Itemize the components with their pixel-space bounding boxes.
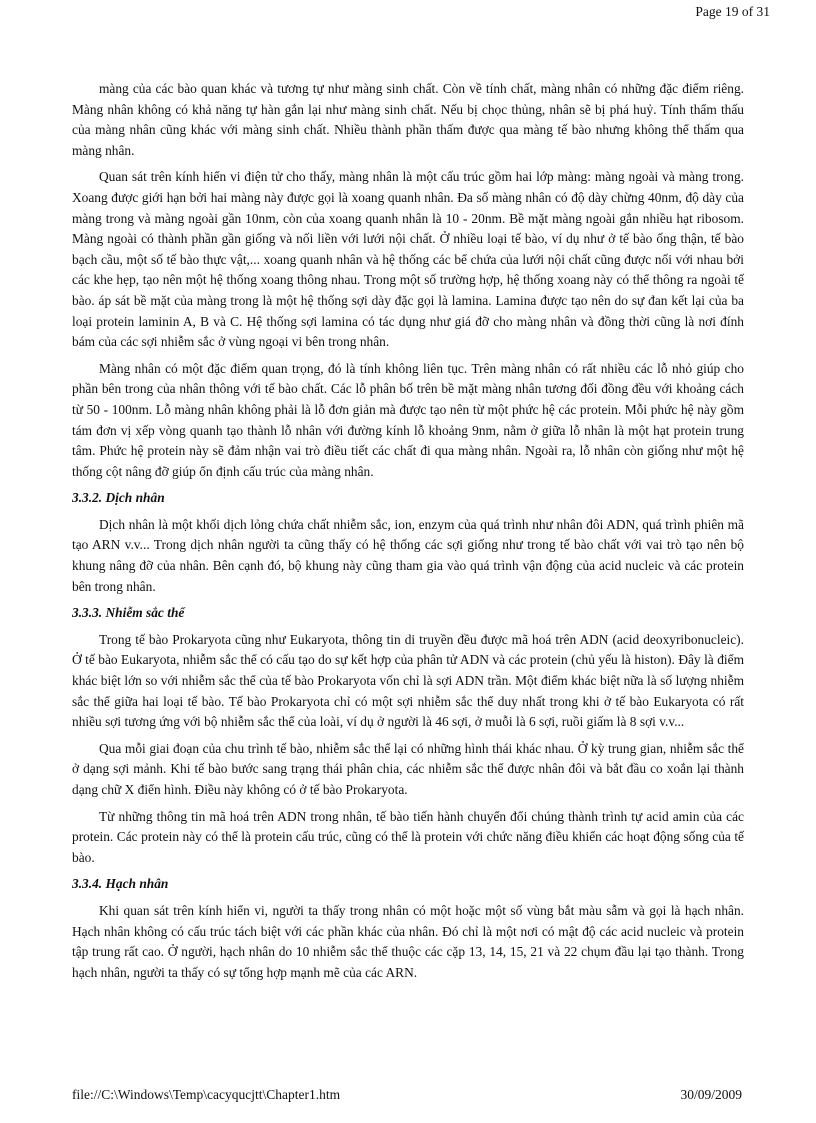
paragraph: Qua mỗi giai đoạn của chu trình tế bào, nhiễm sắc thể lại có những hình thái khác nhau. Ở kỳ trung gian, nhiễm sắc thể ở dạng sợi mảnh. Khi tế bào bước sang trạng thái phân chia, các nhiễm sắc thể được nhân đôi và bắt đầu co xoắn lại thành dạng chữ X điển hình. Điều này không có ở tế bào Prokaryota.	[72, 740, 744, 797]
paragraph: Màng nhân có một đặc điểm quan trọng, đó là tính không liên tục. Trên màng nhân có rất nhiều các lỗ nhỏ giúp cho phần bên trong của nhân thông với tế bào chất. Các lỗ phân bố trên bề mặt màng nhân tương đối đồng đều với khoảng cách từ 50 - 100nm. Lỗ màng nhân không phải là lỗ đơn giản mà được tạo nên từ một phức hệ các protein. Mỗi phức hệ này gồm tám đơn vị xếp vòng quanh tạo thành lỗ nhân với đường kính lỗ khoảng 9nm, nằm ở giữa lỗ nhân là một hạt protein trung tâm. Phức hệ protein này sẽ đảm nhận vai trò điều tiết các chất đi qua màng nhân. Ngoài ra, lỗ nhân còn giống như một hệ thống cột nâng đỡ giúp ổn định cấu trúc của màng nhân.	[72, 360, 744, 479]
section-heading: 3.3.2. Dịch nhân	[72, 490, 165, 506]
section-heading: 3.3.3. Nhiễm sắc thể	[72, 605, 185, 621]
page-number: Page 19 of 31	[695, 4, 770, 19]
document-body	[72, 79, 744, 989]
paragraph: Quan sát trên kính hiển vi điện tử cho thấy, màng nhân là một cấu trúc gồm hai lớp màng: màng ngoài và màng trong. Xoang được giới hạn bởi hai màng này được gọi là xoang quanh nhân. Đa số màng nhân có độ dày chừng 40nm, độ dày của màng trong và màng ngoài gần 10nm, còn của xoang quanh nhân là 10 - 20nm. Bề mặt màng ngoài gắn nhiều hạt ribosom. Màng ngoài có thành phần gần giống và nối liền với lưới nội chất. Ở nhiều loại tế bào, ví dụ như ở tế bào ống thận, tế bào bạch cầu, một số tế bào thực vật,... xoang quanh nhân và hệ thống các bể chứa của lưới nội chất cũng được nối với nhau bởi các khe hẹp, tạo nên một hệ thống xoang thông nhau. Trong một số trường hợp, hệ thống xoang này có thể thông ra ngoài tế bào. áp sát bề mặt của màng trong là một hệ thống sợi dày đặc gọi là lamina. Lamina được tạo nên do sự đan kết lại của ba loại protein laminin A, B và C. Hệ thống sợi lamina có tác dụng như giá đỡ cho màng nhân và đồng thời cũng là nơi đính bám của các sợi nhiễm sắc ở vùng ngoại vi bên trong nhân.	[72, 169, 744, 350]
footer-file-path: file://C:\Windows\Temp\cacyqucjtt\Chapter1.htm	[72, 1087, 341, 1102]
paragraph: Trong tế bào Prokaryota cũng như Eukaryota, thông tin di truyền đều được mã hoá trên ADN (acid deoxyribonucleic). Ở tế bào Eukaryota, nhiễm sắc thể có cấu tạo do sự kết hợp của phân tử ADN và các protein (chủ yếu là histon). Đây là điểm khác biệt lớn so với nhiễm sắc thể của tế bào Prokaryota vốn chỉ là sợi ADN trần. Một điểm khác biệt nữa là số lượng nhiễm sắc thể giữa hai loại tế bào. Tế bào Prokaryota chỉ có một sợi nhiễm sắc thể duy nhất trong khi ở tế bào Eukaryota có rất nhiều sợi tương ứng với bộ nhiễm sắc thể của loài, ví dụ ở người là 46 sợi, ở muỗi là 6 sợi, ruồi giấm là 8 sợi v.v...	[72, 631, 744, 730]
footer-date: 30/09/2009	[680, 1087, 742, 1102]
section-heading: 3.3.4. Hạch nhân	[72, 876, 169, 892]
paragraph: Dịch nhân là một khối dịch lỏng chứa chất nhiễm sắc, ion, enzym của quá trình như nhân đôi ADN, quá trình phiên mã tạo ARN v.v... Trong dịch nhân người ta cũng thấy có hệ thống các sợi giống như trong tế bào chất với vai trò tạo nên bộ khung nâng đỡ của nhân. Bên cạnh đó, bộ khung này cũng tham gia vào quá trình vận động của acid nucleic và các protein bên trong nhân.	[72, 516, 744, 594]
paragraph: Khi quan sát trên kính hiển vi, người ta thấy trong nhân có một hoặc một số vùng bắt màu sẫm và gọi là hạch nhân. Hạch nhân không có cấu trúc tách biệt với các phần khác của nhân. Đó chỉ là một nơi có mật độ các acid nucleic và protein tập trung rất cao. Ở người, hạch nhân do 10 nhiễm sắc thể thuộc các cặp 13, 14, 15, 21 và 22 chụm đầu lại tạo thành. Trong hạch nhân, người ta thấy có sự tổng hợp mạnh mẽ của các ARN.	[72, 902, 744, 980]
paragraph: Từ những thông tin mã hoá trên ADN trong nhân, tế bào tiến hành chuyển đổi chúng thành trình tự acid amin của các protein. Các protein này có thể là protein cấu trúc, cũng có thể là protein với chức năng điều khiển các hoạt động sống của tế bào.	[72, 808, 744, 865]
paragraph: màng của các bào quan khác và tương tự như màng sinh chất. Còn về tính chất, màng nhân có những đặc điểm riêng. Màng nhân không có khả năng tự hàn gắn lại như màng sinh chất. Nếu bị chọc thủng, nhân sẽ bị phá huỷ. Tính thẩm thấu của màng nhân cũng khác với màng sinh chất. Nhiều thành phần thấm được qua màng tế bào nhưng không thể thấm qua màng nhân.	[72, 81, 744, 158]
